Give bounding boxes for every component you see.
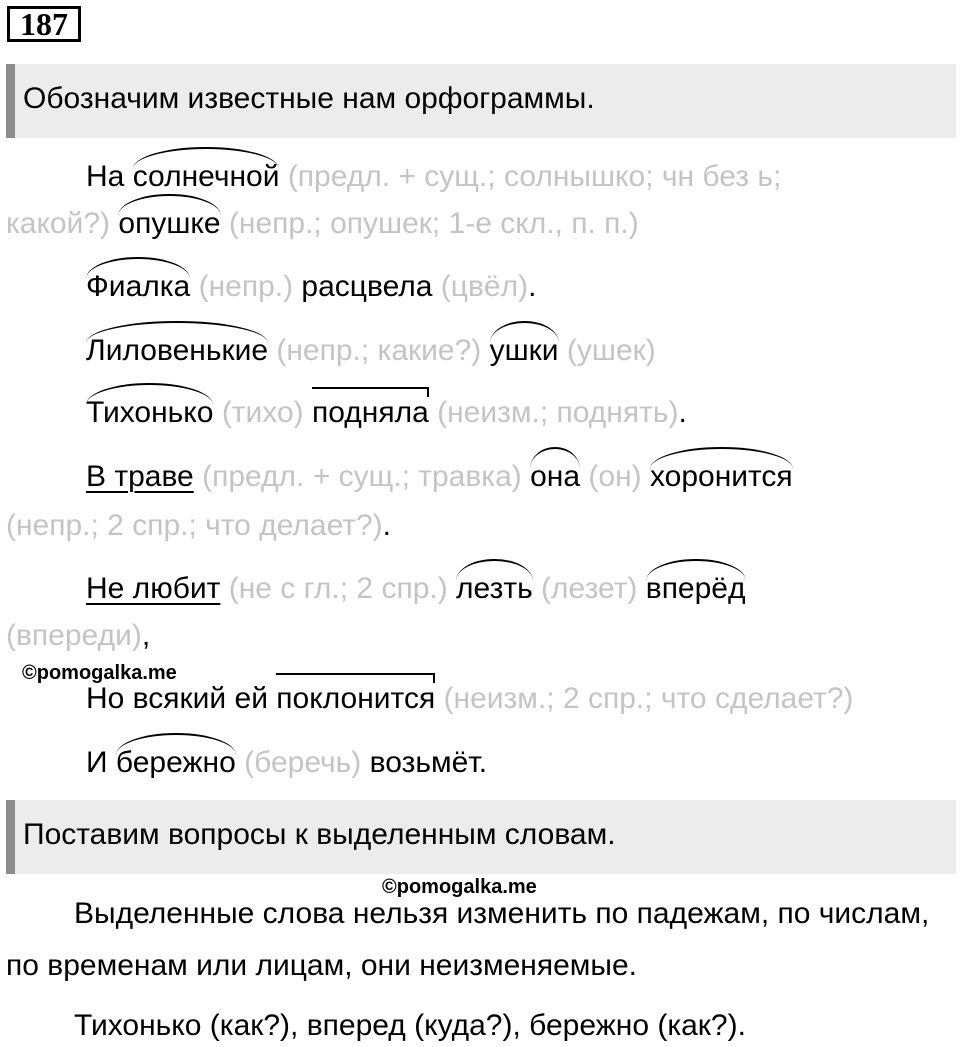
word-opushke: опушке (118, 204, 220, 244)
word-lezt: лезть (456, 569, 533, 609)
answer-line: Тихонько (как?), вперед (куда?), бережно (как?). (74, 1009, 746, 1042)
word-ona: она (530, 457, 580, 497)
word-ushki: ушки (490, 331, 559, 371)
grey-note: (неизм.; 2 спр.; что сделает?) (443, 682, 854, 715)
grey-note: (непр.; 2 спр.; что делает?) (6, 509, 383, 542)
task-number: 187 (7, 6, 81, 42)
word-poklonitsya: поклонится (276, 679, 435, 719)
grey-note: (неизм.; поднять) (437, 396, 679, 429)
grey-note: (тихо) (221, 396, 304, 429)
word-rastsvela: расцвела (301, 270, 433, 303)
grey-note: (непр.; какие?) (276, 334, 482, 367)
poem-line-11 (86, 743, 487, 783)
section2-title: Поставим вопросы к выделенным словам. (23, 818, 616, 851)
word: На (86, 160, 125, 193)
grey-note: (он) (588, 460, 642, 493)
word-lilovenkie: Лиловенькие (86, 331, 268, 371)
section-banner-2 (6, 800, 956, 874)
grey-note: (непр.) (198, 270, 294, 303)
poem-line-8 (86, 569, 746, 609)
word-podnyala: подняла (312, 393, 429, 433)
grey-note: (предл. + сущ.; солнышко; чн без ь; (287, 160, 782, 193)
poem-line-3 (86, 267, 536, 307)
grey-note: (предл. + сущ.; травка) (202, 460, 522, 493)
punct: . (678, 396, 687, 429)
grey-note: (беречь) (244, 746, 362, 779)
word-khoronitsya: хоронится (650, 457, 793, 497)
word-tikhonko: Тихонько (86, 393, 213, 433)
word: И (86, 746, 108, 779)
poem-line-10 (86, 679, 853, 719)
punct: , (141, 619, 151, 652)
punct: . (382, 509, 392, 542)
poem-line-2 (6, 204, 639, 244)
word-vozmyot: возьмёт. (369, 746, 488, 779)
word-solnechnoy: солнечной (133, 157, 280, 197)
grey-note: (впереди) (6, 619, 142, 652)
answer-paragraph: Выделенные слова нельзя изменить по падежам, по числам, по временам или лицам, они неизменяемые. (6, 897, 930, 982)
poem-line-4 (86, 331, 656, 371)
punct: . (528, 270, 537, 303)
grey-note: какой?) (6, 207, 111, 240)
watermark: ©pomogalka.me (22, 662, 177, 684)
grey-note: (не с гл.; 2 спр.) (228, 572, 448, 605)
section-banner-1 (6, 64, 956, 138)
word-vperyod: вперёд (646, 569, 746, 609)
section1-title: Обозначим известные нам орфограммы. (23, 82, 595, 115)
poem-line-1 (86, 157, 781, 197)
grey-note: (цвёл) (440, 270, 529, 303)
poem-line-6 (86, 457, 793, 497)
poem-line-5 (86, 393, 687, 433)
grey-note: (лезет) (541, 572, 638, 605)
grey-note: (непр.; опушек; 1-е скл., п. п.) (228, 207, 639, 240)
grey-note: (ушек) (566, 334, 656, 367)
word-berezhno: бережно (116, 743, 236, 783)
poem-line-7 (6, 506, 391, 546)
watermark-2: ©pomogalka.me (382, 876, 537, 898)
poem-line-9 (6, 616, 150, 656)
word-group: Но всякий ей (86, 682, 268, 715)
word-fialka: Фиалка (86, 267, 190, 307)
word-v-trave: В траве (86, 460, 194, 493)
word-ne-lyubit: Не любит (86, 572, 221, 605)
